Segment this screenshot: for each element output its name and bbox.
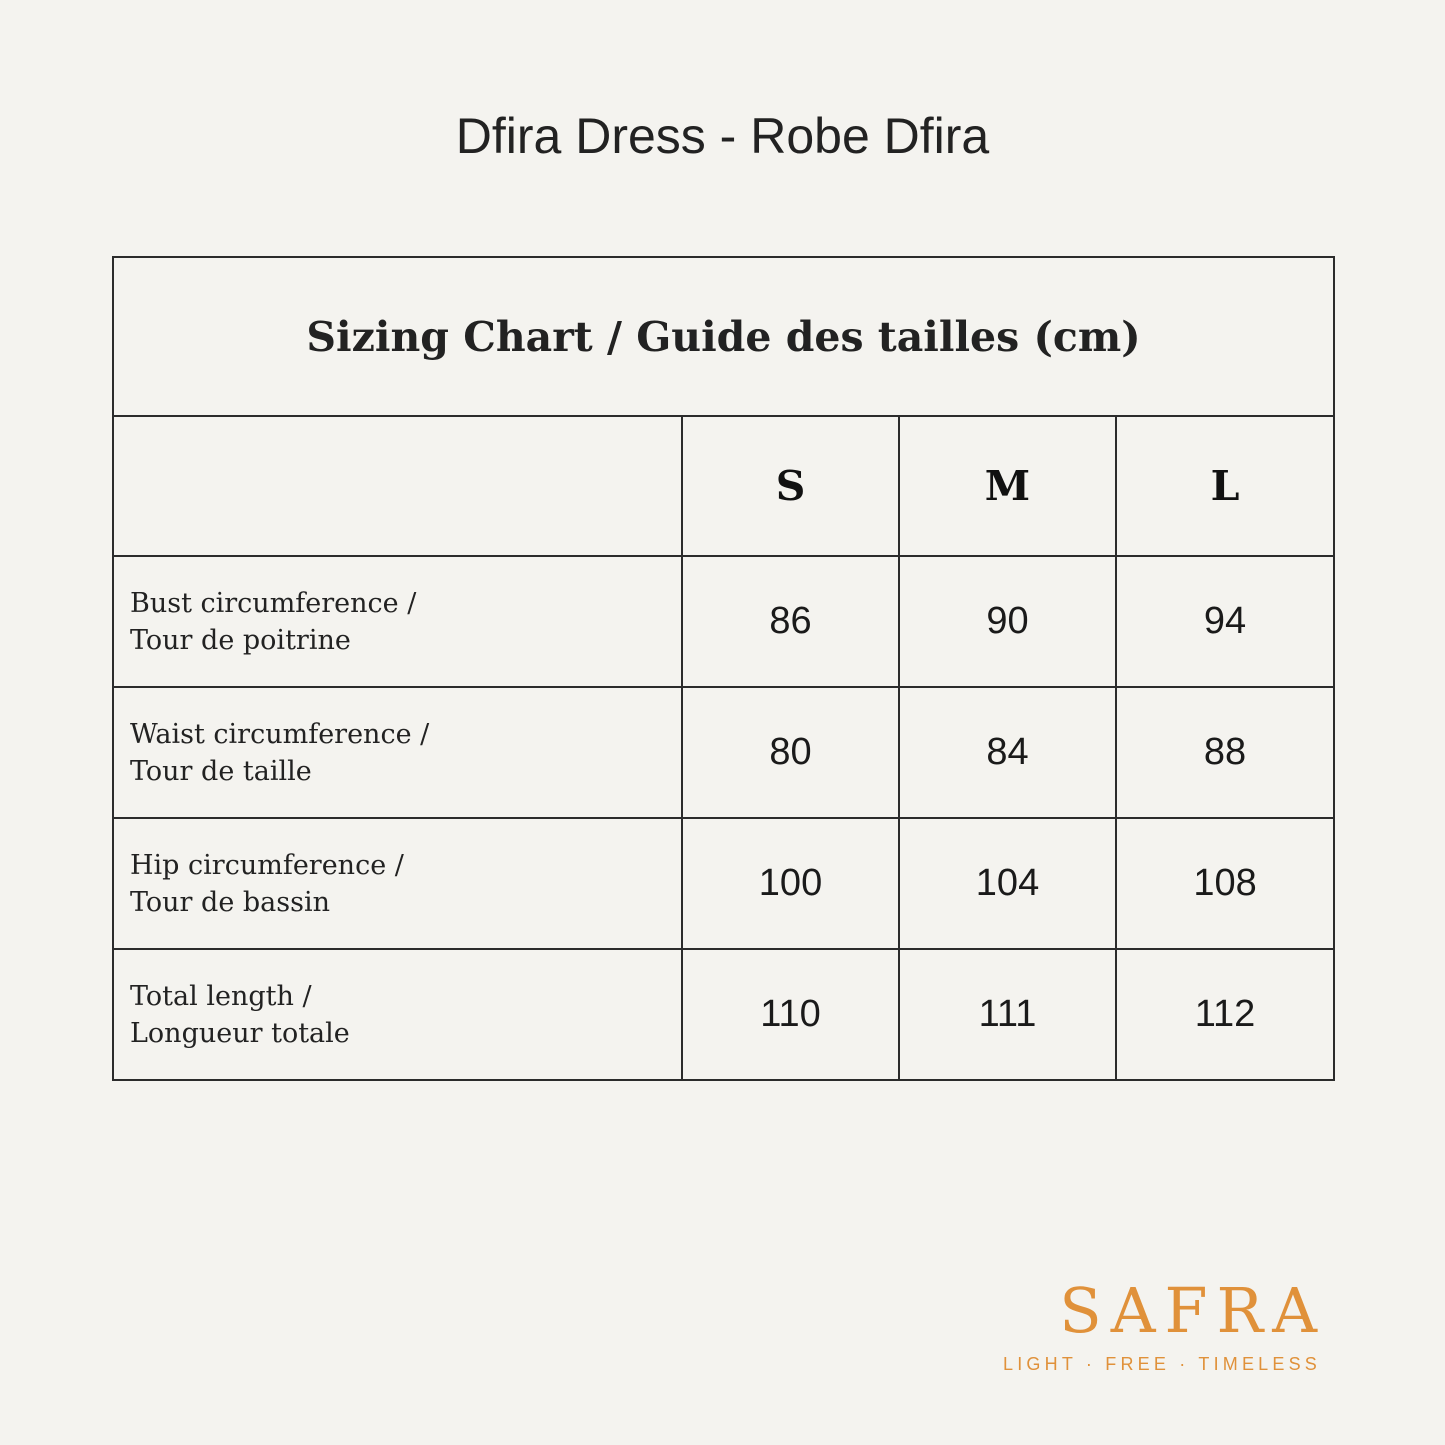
cell-waist-s: 80 — [682, 687, 899, 818]
row-label-en: Total length / — [130, 980, 312, 1012]
row-label-fr: Tour de bassin — [130, 886, 331, 918]
cell-hip-m: 104 — [899, 818, 1116, 949]
cell-bust-l: 94 — [1116, 556, 1334, 687]
cell-length-m: 111 — [899, 949, 1116, 1080]
row-label-length — [113, 949, 682, 1080]
row-label-fr: Tour de poitrine — [130, 624, 351, 656]
header-size-s: S — [682, 416, 899, 556]
cell-length-l: 112 — [1116, 949, 1334, 1080]
row-label-hip — [113, 818, 682, 949]
row-label-en: Waist circumference / — [130, 718, 430, 750]
row-label-waist — [113, 687, 682, 818]
table-row — [113, 949, 1334, 1080]
brand-tagline: LIGHT · FREE · TIMELESS — [1003, 1354, 1321, 1374]
cell-bust-m: 90 — [899, 556, 1116, 687]
row-label-en: Hip circumference / — [130, 849, 404, 881]
brand-logo — [1003, 1274, 1326, 1375]
header-empty-cell — [113, 416, 682, 556]
cell-hip-l: 108 — [1116, 818, 1334, 949]
row-label-fr: Longueur totale — [130, 1017, 350, 1049]
header-size-l: L — [1116, 416, 1334, 556]
table-caption-row — [113, 257, 1334, 416]
header-size-m: M — [899, 416, 1116, 556]
sizing-table — [112, 256, 1335, 1081]
row-label-bust — [113, 556, 682, 687]
cell-waist-m: 84 — [899, 687, 1116, 818]
cell-hip-s: 100 — [682, 818, 899, 949]
row-label-fr: Tour de taille — [130, 755, 312, 787]
brand-name: SAFRA — [1059, 1274, 1326, 1347]
table-header-row — [113, 416, 1334, 556]
table-row — [113, 556, 1334, 687]
page-title: Dfira Dress - Robe Dfira — [455, 108, 990, 164]
cell-waist-l: 88 — [1116, 687, 1334, 818]
cell-bust-s: 86 — [682, 556, 899, 687]
table-row — [113, 687, 1334, 818]
table-row — [113, 818, 1334, 949]
cell-length-s: 110 — [682, 949, 899, 1080]
row-label-en: Bust circumference / — [130, 587, 417, 619]
table-caption: Sizing Chart / Guide des tailles (cm) — [113, 257, 1334, 416]
